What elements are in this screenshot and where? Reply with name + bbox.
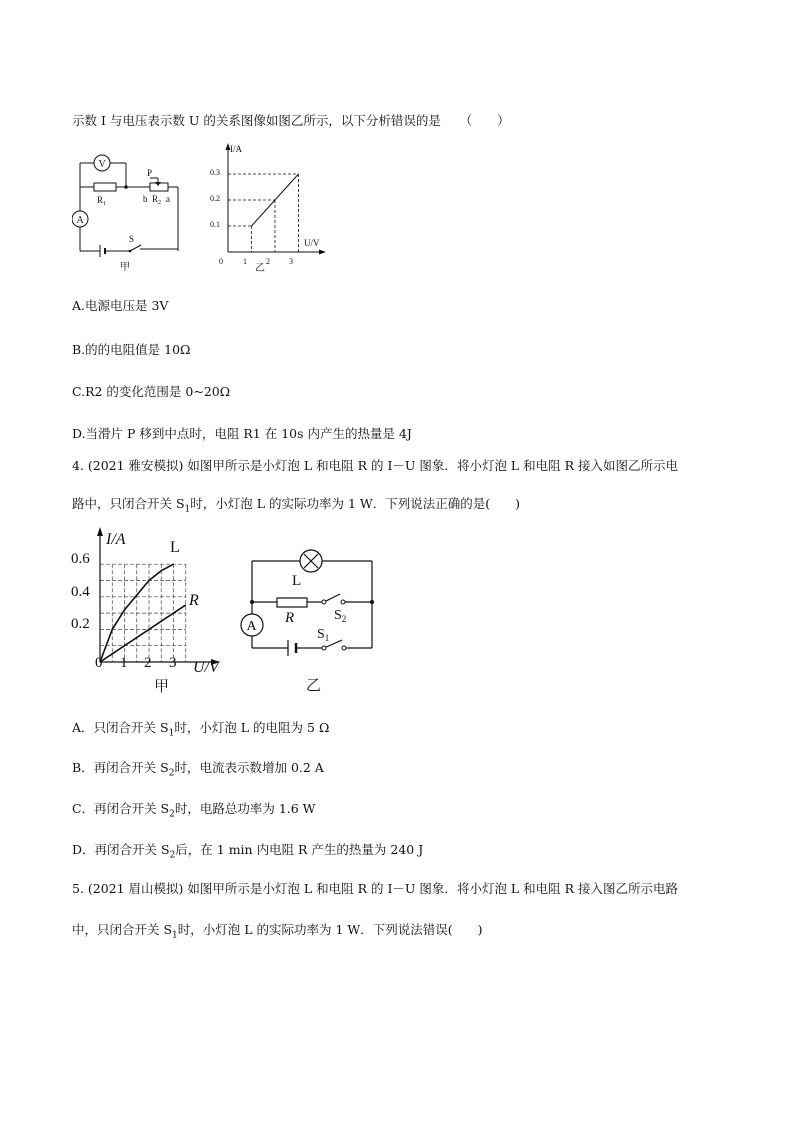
q4-option-c: C．再闭合开关 $S_2$时，电路总功率为 1.6 W xyxy=(72,801,316,820)
end-b-label: b xyxy=(143,194,148,204)
q4-xtick-3: 3 xyxy=(169,655,177,671)
q4-option-b: B．再闭合开关 $S_2$时，电流表示数增加 0.2 A xyxy=(72,760,324,779)
q3-ytick-0.3: 0.3 xyxy=(210,168,220,177)
voltmeter-label: V xyxy=(98,159,106,170)
q4-xtick-0: 0 xyxy=(95,655,103,671)
q3-stem: 示数 I 与电压表示数 U 的关系图像如图乙所示，以下分析错误的是 （ ） xyxy=(72,113,510,128)
resistor-r1 xyxy=(94,183,116,191)
q3-y-label: I/A xyxy=(230,144,242,154)
q3-option-b: B.的的电阻值是 10Ω xyxy=(72,342,191,357)
lamp-label: L xyxy=(292,573,302,589)
q3-circuit-caption: 甲 xyxy=(120,262,130,273)
q4-y-label: I/A xyxy=(106,531,126,548)
switch-s2-sub: 2 xyxy=(341,614,347,624)
resistor-r xyxy=(277,598,307,607)
svg-text:S2 xyxy=(334,608,346,624)
switch-s xyxy=(130,245,141,251)
q4-x-label: U/V xyxy=(193,659,219,676)
svg-text:R1 xyxy=(97,195,106,207)
q3-xtick-0: 0 xyxy=(219,257,223,266)
switch-s1-sub: 1 xyxy=(324,633,330,643)
q4-xtick-1: 1 xyxy=(120,655,128,671)
q3-x-arrow xyxy=(319,250,326,255)
r2-label: R xyxy=(152,194,159,204)
q4-xtick-2: 2 xyxy=(144,655,152,671)
q3-option-d: D.当滑片 P 移到中点时，电阻 R1 在 10s 内产生的热量是 4J xyxy=(72,426,412,441)
q4-curve-l-label: L xyxy=(170,539,180,556)
q4-option-a: A．只闭合开关 $S_1$时，小灯泡 L 的电阻为 5 Ω xyxy=(72,720,330,739)
q4-line-r-label: R xyxy=(189,592,199,609)
q4-stem-line2: 路中，只闭合开关 $S_1$时，小灯泡 L 的实际功率为 1 W．下列说法正确的是( ) xyxy=(72,496,521,515)
q3-option-c: C.R2 的变化范围是 0~20Ω xyxy=(72,384,231,399)
ammeter-label: A xyxy=(76,215,84,226)
q3-circuit-diagram xyxy=(72,145,190,273)
svg-text:S1 xyxy=(317,627,329,643)
q5-stem-line1: 5. (2021 眉山模拟) 如图甲所示是小灯泡 L 和电阻 R 的 I－U 图象．将小灯泡 L 和电阻 R 接入图乙所示电路 xyxy=(72,881,679,896)
q3-xtick-3: 3 xyxy=(289,257,293,266)
switch-s1 xyxy=(322,646,326,650)
q4-circuit-diagram xyxy=(232,540,380,695)
q3-iu-graph xyxy=(205,140,330,275)
q3-graph-caption: 乙 xyxy=(255,263,265,274)
q4-y-arrow xyxy=(97,527,103,536)
q4-stem-line1: 4. (2021 雅安模拟) 如图甲所示是小灯泡 L 和电阻 R 的 I－U 图象．将小灯泡 L 和电阻 R 接入如图乙所示电 xyxy=(72,458,679,473)
resistor-label: R xyxy=(285,610,295,626)
q3-option-a: A.电源电压是 3V xyxy=(72,298,169,313)
switch-s2 xyxy=(322,600,326,604)
q4-circuit-caption: 乙 xyxy=(306,678,322,694)
r2-sub: 2 xyxy=(158,200,162,206)
switch-label: S xyxy=(129,234,135,244)
ammeter-label: A xyxy=(246,619,257,634)
q4-line-r xyxy=(100,605,186,662)
slider-label-p: P xyxy=(147,168,153,178)
q3-x-label: U/V xyxy=(304,238,320,248)
q5-stem-line2: 中，只闭合开关 $S_1$时，小灯泡 L 的实际功率为 1 W．下列说法错误( ) xyxy=(72,922,483,941)
svg-text:R2 xyxy=(152,194,161,206)
switch-s2-label: S xyxy=(334,608,342,623)
q3-xtick-1: 1 xyxy=(243,257,247,266)
q4-ytick-0.4: 0.4 xyxy=(71,584,90,600)
r1-sub: 1 xyxy=(103,201,107,207)
q3-xtick-2: 2 xyxy=(266,257,270,266)
end-a-label: a xyxy=(166,194,170,204)
q3-ytick-0.1: 0.1 xyxy=(210,220,220,229)
q4-graph-caption: 甲 xyxy=(154,679,170,695)
q4-iu-graph xyxy=(68,525,228,697)
switch-s1-label: S xyxy=(317,627,325,642)
q4-ytick-0.6: 0.6 xyxy=(71,551,90,567)
r1-label: R xyxy=(97,195,104,205)
q4-ytick-0.2: 0.2 xyxy=(71,616,90,632)
q4-option-d: D．再闭合开关 $S_2$后，在 1 min 内电阻 R 产生的热量为 240 J xyxy=(72,842,424,861)
q3-ytick-0.2: 0.2 xyxy=(210,194,220,203)
